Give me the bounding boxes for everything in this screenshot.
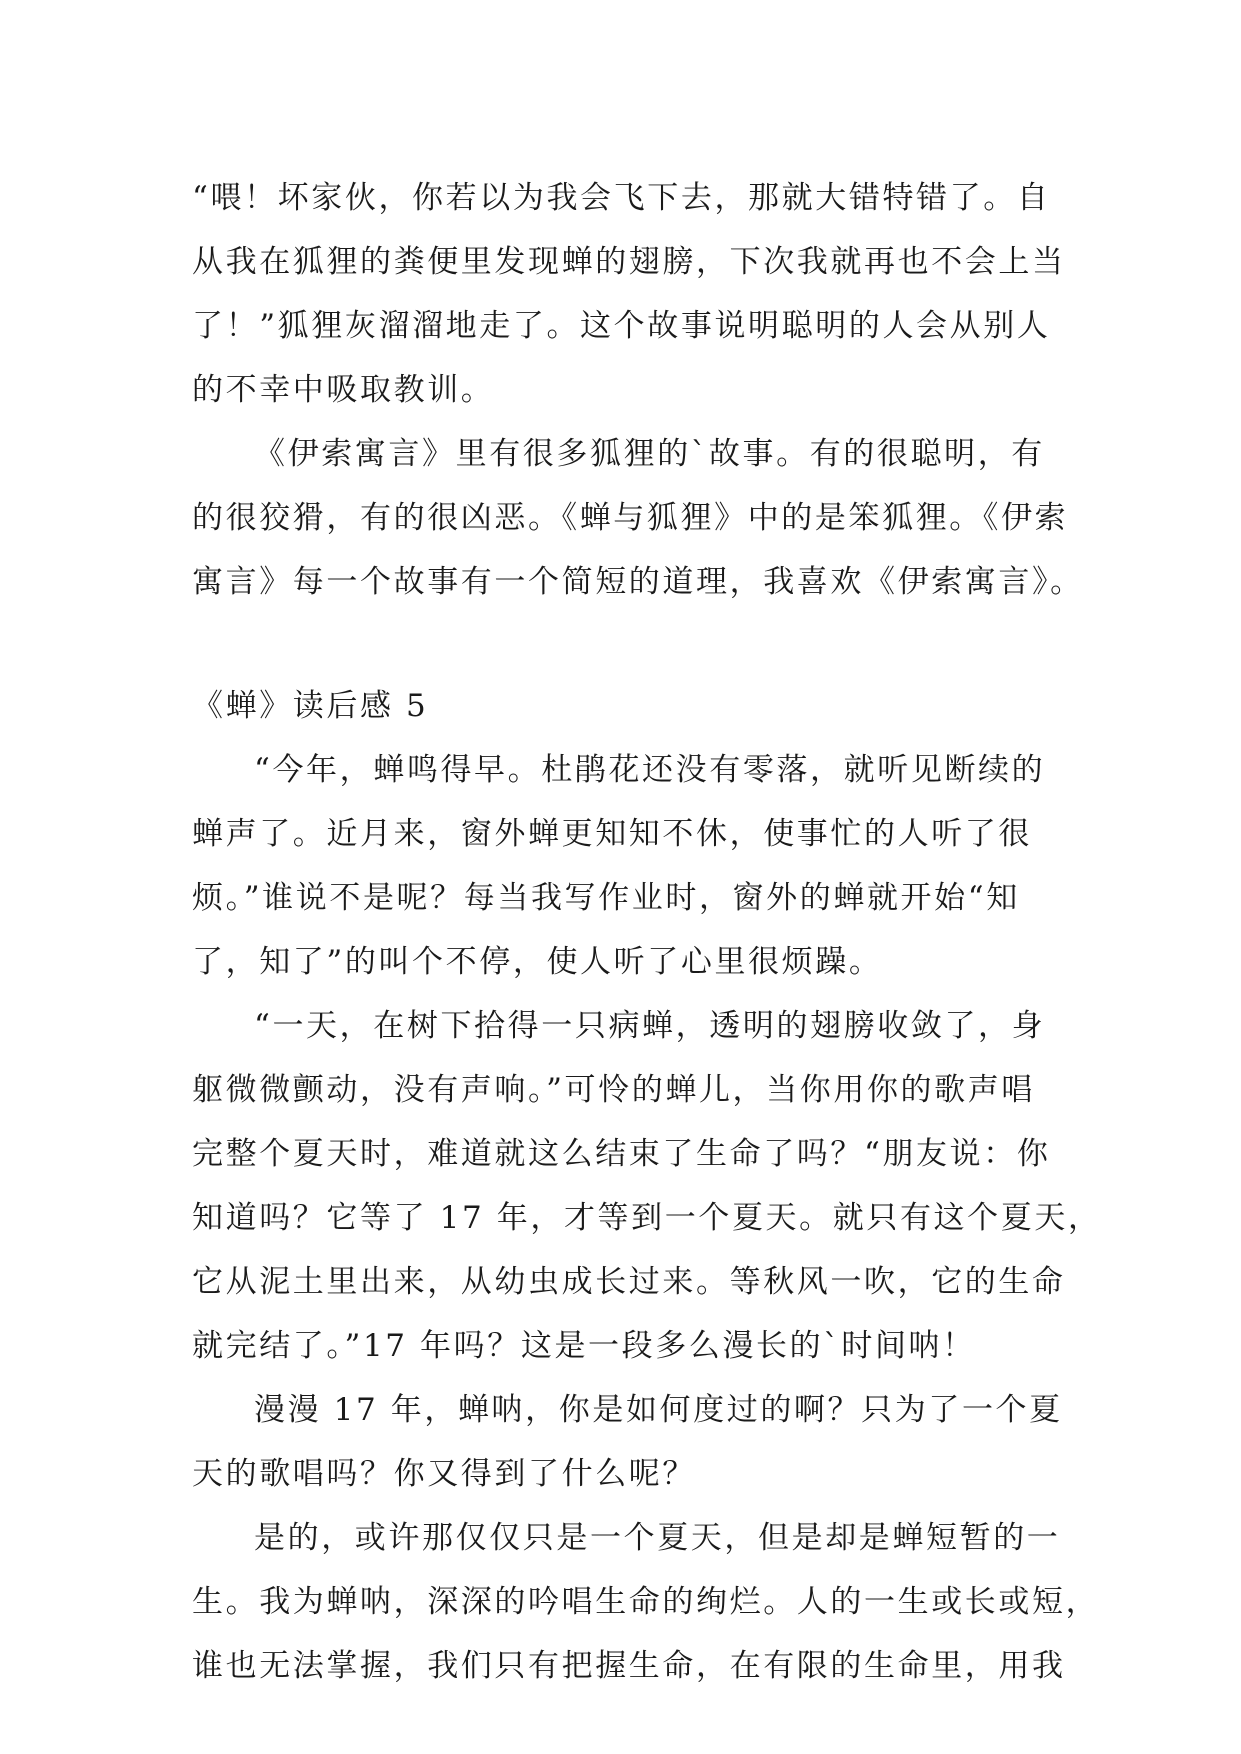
paragraph bbox=[192, 1506, 1100, 1698]
text-line: 谁也无法掌握，我们只有把握生命，在有限的生命里，用我 bbox=[192, 1648, 1066, 1684]
document-page bbox=[192, 166, 1102, 1698]
paragraph bbox=[192, 1378, 1063, 1506]
text-line: 从我在狐狸的粪便里发现蝉的翅膀，下次我就再也不会上当 bbox=[192, 244, 1066, 280]
text-line: 它从泥土里出来，从幼虫成长过来。等秋风一吹，它的生命 bbox=[192, 1264, 1066, 1300]
text-line: “一天，在树下拾得一只病蝉，透明的翅膀收敛了，身 bbox=[254, 1008, 1046, 1044]
text-line: 的不幸中吸取教训。 bbox=[192, 372, 495, 408]
text-line: 就完结了。”17 年吗？这是一段多么漫长的`时间呐！ bbox=[192, 1328, 976, 1364]
text-line: 完整个夏天时，难道就这么结束了生命了吗？“朋友说：你 bbox=[192, 1136, 1051, 1172]
text-line: 漫漫 17 年，蝉呐，你是如何度过的啊？只为了一个夏 bbox=[254, 1392, 1063, 1428]
text-line: “喂！坏家伙，你若以为我会飞下去，那就大错特错了。自 bbox=[192, 180, 1051, 216]
text-line: 《伊索寓言》里有很多狐狸的`故事。有的很聪明，有 bbox=[254, 436, 1045, 472]
text-line: “今年，蝉鸣得早。杜鹃花还没有零落，就听见断续的 bbox=[254, 752, 1046, 788]
text-line: 蝉声了。近月来，窗外蝉更知知不休，使事忙的人听了很 bbox=[192, 816, 1032, 852]
paragraph bbox=[192, 994, 1102, 1378]
paragraph bbox=[192, 166, 1066, 422]
text-line: 的很狡猾，有的很凶恶。《蝉与狐狸》中的是笨狐狸。《伊索 bbox=[192, 500, 1069, 536]
text-line: 烦。”谁说不是呢？每当我写作业时，窗外的蝉就开始“知 bbox=[192, 880, 1020, 916]
paragraph bbox=[192, 422, 1084, 614]
text-line: 生。我为蝉呐，深深的吟唱生命的绚烂。人的一生或长或短， bbox=[192, 1584, 1100, 1620]
text-line: 寓言》每一个故事有一个简短的道理，我喜欢《伊索寓言》。 bbox=[192, 564, 1084, 600]
text-line: 了！”狐狸灰溜溜地走了。这个故事说明聪明的人会从别人 bbox=[192, 308, 1051, 344]
text-line: 躯微微颤动，没有声响。”可怜的蝉儿，当你用你的歌声唱 bbox=[192, 1072, 1035, 1108]
article-title: 《蝉》读后感 5 bbox=[192, 688, 429, 724]
text-line: 天的歌唱吗？你又得到了什么呢？ bbox=[192, 1456, 696, 1492]
text-line: 了，知了”的叫个不停，使人听了心里很烦躁。 bbox=[192, 944, 883, 980]
section-gap bbox=[192, 614, 1052, 674]
text-line: 是的，或许那仅仅只是一个夏天，但是却是蝉短暂的一 bbox=[254, 1520, 1061, 1556]
text-line: 知道吗？它等了 17 年，才等到一个夏天。就只有这个夏天， bbox=[192, 1200, 1102, 1236]
paragraph bbox=[192, 738, 1052, 994]
